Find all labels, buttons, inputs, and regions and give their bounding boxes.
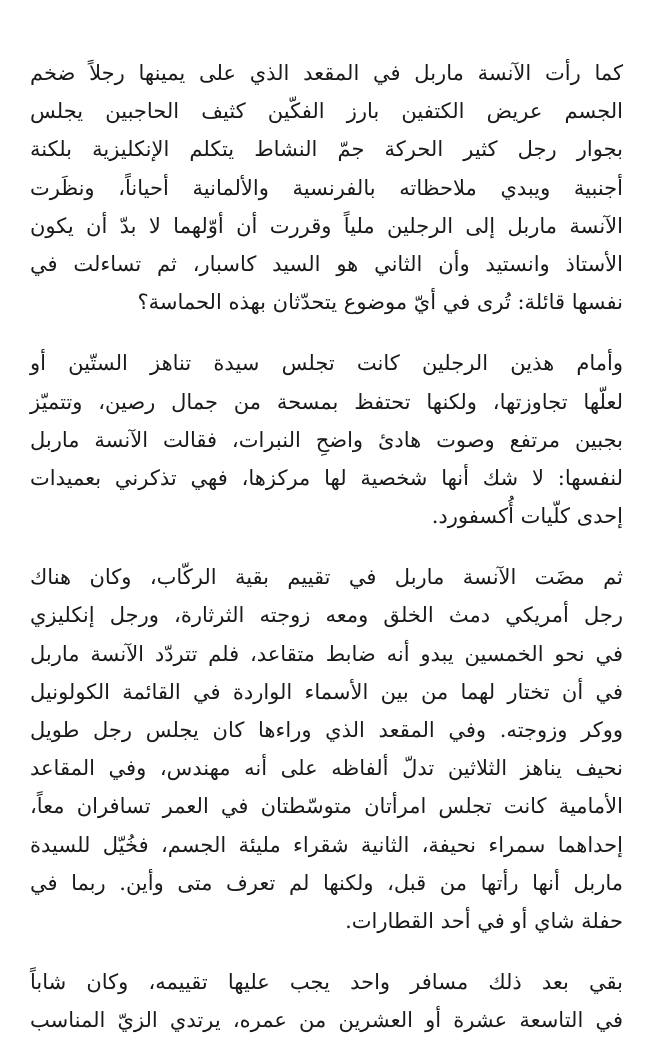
text-line: الآنسة ماربل إلى الرجلين ملياً وقررت أن أوّلهما لا بدّ أن يكون <box>30 213 623 238</box>
text-line: رجل أمريكي دمث الخلق ومعه زوجته الثرثارة، ورجل إنكليزي <box>30 603 623 628</box>
text-line: بجبين مرتفع وصوت هادئ واضحِ النبرات، فقالت الآنسة ماربل <box>30 427 623 452</box>
text-line: في التاسعة عشرة أو العشرين من عمره، يرتدي الزيّ المناسب <box>30 1008 623 1033</box>
text-line: الأستاذ وانستيد وأن الثاني هو السيد كاسبار، ثم تساءلت في <box>30 251 623 276</box>
text-line: إحدى كلّيات أُكسفورد. <box>431 504 623 529</box>
text-line: كما رأت الآنسة ماربل في المقعد الذي على يمينها رجلاً ضخم <box>30 61 623 85</box>
paragraph-2 <box>30 344 623 535</box>
text-line: لعلّها تجاوزتها، ولكنها تحتفظ بمسحة من جمال رصين، وتتميّز <box>30 389 623 414</box>
text-line: في أن تختار لهما من بين الأسماء الواردة في القائمة الكولونيل <box>30 679 623 704</box>
text-line: ووكر وزوجته. وفي المقعد الذي وراءها كان يجلس رجل طويل <box>30 718 623 742</box>
text-line: ثم مضَت الآنسة ماربل في تقييم بقية الركّاب، وكان هناك <box>30 565 623 590</box>
text-line: بجوار رجل كثير الحركة جمّ النشاط يتكلم الإنكليزية بلكنة <box>30 137 623 162</box>
text-line: ماربل أنها رأتها من قبل، ولكنها لم تعرف متى وأين. ربما في <box>30 870 623 895</box>
text-line: نحيف يناهز الثلاثين تدلّ ألفاظه على أنه مهندس، وفي المقاعد <box>30 756 623 781</box>
text-line: نفسها قائلة: تُرى في أيّ موضوع يتحدّثان بهذه الحماسة؟ <box>137 290 623 315</box>
paragraph-3 <box>30 558 623 940</box>
text-line: حفلة شاي أو في أحد القطارات. <box>345 908 623 933</box>
book-page <box>30 54 623 1063</box>
paragraph-1 <box>30 54 623 321</box>
text-line: في نحو الخمسين يبدو أنه ضابط متقاعد، فلم تتردّد الآنسة ماربل <box>30 641 623 666</box>
text-line: بقي بعد ذلك مسافر واحد يجب عليها تقييمه، وكان شاباً <box>30 970 623 995</box>
text-line: الجسم عريض الكتفين بارز الفكّين كثيف الحاجبين يجلس <box>30 99 623 124</box>
text-line: لنفسها: لا شك أنها شخصية لها مركزها، فهي تذكرني بعميدات <box>30 465 623 490</box>
text-line: إحداهما سمراء نحيفة، الثانية شقراء مليئة الجسم، فخُيّل للسيدة <box>30 832 623 857</box>
text-line: وأمام هذين الرجلين كانت تجلس سيدة تناهز الستّين أو <box>30 351 623 376</box>
text-line: الأمامية كانت تجلس امرأتان متوسّطتان في العمر تسافران معاً، <box>30 794 623 819</box>
text-line: أجنبية ويبدي ملاحظاته بالفرنسية والألمانية أحياناً، ونظَرت <box>30 175 623 200</box>
paragraph-4 <box>30 963 623 1039</box>
